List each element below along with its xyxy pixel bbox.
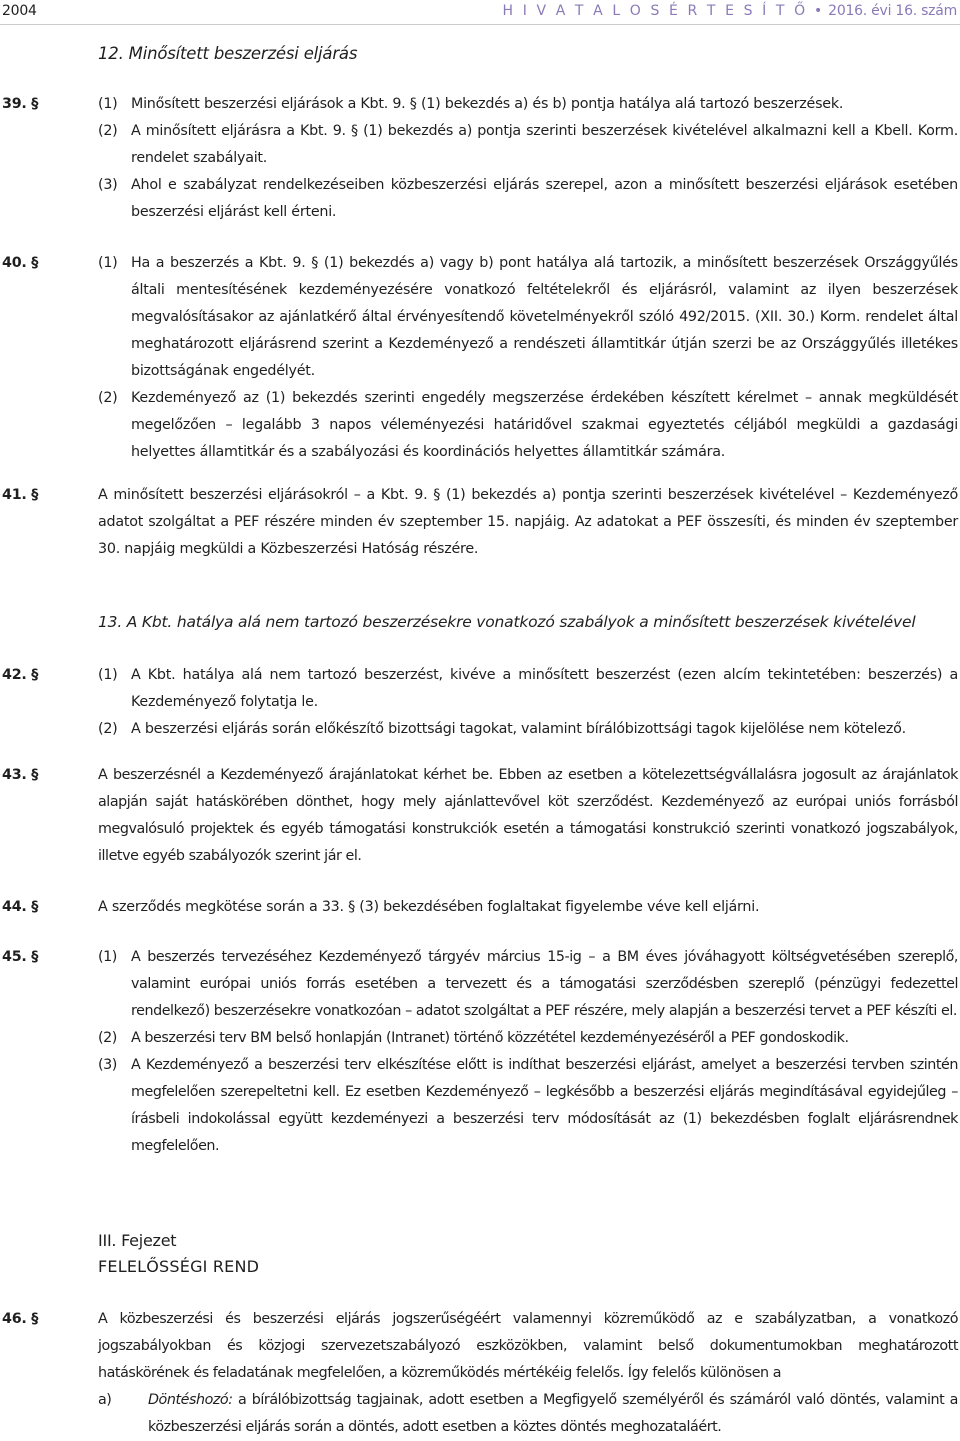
paragraph-body — [98, 1306, 958, 1441]
paragraph-body — [98, 662, 958, 743]
header-bullet: • — [813, 3, 822, 19]
point-a — [98, 1387, 958, 1441]
subsection — [98, 118, 958, 172]
subsection-label: (2) — [98, 1030, 117, 1046]
subsection — [98, 1052, 958, 1160]
paragraph-intro: A közbeszerzési és beszerzési eljárás jogszerűségéért valamennyi közreműködő az e szabályzatban, a vonatkozó jogszabályokban és közjogi szervezetszabályozó eszközökben, valamint belső dokumentumokban meghatározott hatáskörének és feladatának megfelelően, a közreműködés mértékéig felelős. Így felelős különösen a — [98, 1311, 958, 1381]
subsection-label: (2) — [98, 390, 118, 406]
subsection-label: (3) — [98, 177, 118, 193]
subsection — [98, 944, 958, 1025]
subsection — [98, 91, 958, 118]
chapter-number: III. Fejezet — [98, 1231, 177, 1250]
paragraph-body: A minősített beszerzési eljárásokról – a Kbt. 9. § (1) bekezdés a) pontja szerinti beszerzések kivételével – Kezdeményező adatot szolgáltat a PEF részére minden év szeptember 15. napjáig. Az adatokat a PEF összesíti, és minden év szeptember 30. napjáig megküldi a Közbeszerzési Hatóság részére. — [98, 487, 958, 557]
subsection — [98, 716, 958, 743]
point-label: a) — [98, 1392, 112, 1408]
subsection-label: (1) — [98, 949, 117, 965]
chapter-title: FELELŐSSÉGI REND — [98, 1257, 260, 1276]
paragraph-body: A beszerzésnél a Kezdeményező árajánlatokat kérhet be. Ebben az esetben a kötelezettségvállalásra jogosult az árajánlatok alapján saját hatáskörében dönthet, hogy mely ajánlattevővel köt szerződést. Kezdeményező az európai uniós forrásból megvalósuló projektek és egyéb támogatási konstrukciók esetén a támogatási konstrukció szerinti vonatkozó jogszabályok, illetve egyéb szabályozók szerint jár el. — [98, 767, 958, 864]
paragraph-number: 44. § — [2, 899, 39, 915]
paragraph-number: 40. § — [2, 255, 39, 271]
paragraph-number: 46. § — [2, 1311, 39, 1327]
subsection-text: A beszerzési terv BM belső honlapján (Intranet) történő közzététel kezdeményezéséről a PEF gondoskodik. — [131, 1030, 849, 1046]
subsection — [98, 172, 958, 226]
subsection-text: Kezdeményező az (1) bekezdés szerinti engedély megszerzése érdekében készített kérelmet – annak megküldését megelőzően – legalább 3 napos véleményezési határidővel szakmai egyeztetés céljából megküldi a gazdasági helyettes államtitkár és a szabályozási és koordinációs helyettes államtitkár számára. — [131, 390, 958, 460]
point-term: Döntéshozó: — [148, 1392, 233, 1408]
subsection-label: (2) — [98, 721, 118, 737]
paragraph-number: 43. § — [2, 767, 39, 783]
paragraph-number: 41. § — [2, 487, 39, 503]
subsection — [98, 1025, 958, 1052]
subsection-label: (1) — [98, 255, 118, 271]
subsection-text: A beszerzési eljárás során előkészítő bizottsági tagokat, valamint bírálóbizottsági tagok kijelölése nem kötelező. — [131, 721, 906, 737]
subsection — [98, 250, 958, 385]
paragraph-body — [98, 91, 958, 226]
subsection-text: A beszerzés tervezéséhez Kezdeményező tárgyév március 15-ig – a BM éves jóváhagyott költségvetésében szereplő, valamint európai uniós forrás esetében a tervezett és a támogatási szerződésben szereplő (pénzügyi fedezettel rendelkező) beszerzésekre vonatkozóan – adatot szolgáltat a PEF részére, mely alapján a beszerzési tervet a PEF készíti el. — [131, 949, 958, 1019]
subsection-label: (3) — [98, 1057, 117, 1073]
subsection-text: A Kezdeményező a beszerzési terv elkészítése előtt is indíthat beszerzési eljárást, amelyet a beszerzési tervben szintén megfelelően szerepeltetni kell. Ez esetben Kezdeményező – legkésőbb a beszerzési eljárás megindításával egyidejűleg – írásbeli indokolással együtt kezdeményezi a beszerzési terv módosítását az (1) bekezdésben foglalt eljárásrendnek megfelelően. — [131, 1057, 958, 1154]
point-text: a bírálóbizottság tagjainak, adott esetben a Megfigyelő személyéről és számáról való döntés, valamint a közbeszerzési eljárás során a döntés, adott esetben a köztes döntés meghozataláért. — [148, 1392, 958, 1435]
subsection-label: (1) — [98, 96, 118, 112]
subsection-text: Ahol e szabályzat rendelkezéseiben közbeszerzési eljárás szerepel, azon a minősített beszerzési eljárások esetében beszerzési eljárást kell érteni. — [131, 177, 958, 220]
issue-number: 2016. évi 16. szám — [828, 3, 957, 19]
page-number: 2004 — [2, 3, 37, 19]
subsection — [98, 385, 958, 466]
paragraph-body: A szerződés megkötése során a 33. § (3) bekezdésében foglaltakat figyelembe véve kell eljárni. — [98, 899, 760, 915]
paragraph-number: 39. § — [2, 96, 39, 112]
paragraph-number: 45. § — [2, 949, 39, 965]
subsection-label: (1) — [98, 667, 118, 683]
paragraph-body — [98, 250, 958, 466]
paragraph-number: 42. § — [2, 667, 39, 683]
subsection-text: Minősített beszerzési eljárások a Kbt. 9. § (1) bekezdés a) és b) pontja hatálya alá tartozó beszerzések. — [131, 96, 844, 112]
running-header — [0, 0, 960, 25]
section-title-12: 12. Minősített beszerzési eljárás — [98, 44, 358, 63]
paragraph-body — [98, 944, 958, 1160]
subsection-text: A Kbt. hatálya alá nem tartozó beszerzést, kivéve a minősített beszerzést (ezen alcím tekintetében: beszerzés) a Kezdeményező folytatja le. — [131, 667, 958, 710]
subsection — [98, 662, 958, 716]
journal-title: H I V A T A L O S É R T E S Í T Ő — [502, 3, 808, 19]
journal-header — [503, 0, 957, 22]
subsection-text: A minősített eljárásra a Kbt. 9. § (1) bekezdés a) pontja szerinti beszerzések kivételével alkalmazni kell a Kbell. Korm. rendelet szabályait. — [131, 123, 958, 166]
section-title-13: 13. A Kbt. hatálya alá nem tartozó beszerzésekre vonatkozó szabályok a minősített beszerzések kivételével — [98, 613, 916, 631]
subsection-text: Ha a beszerzés a Kbt. 9. § (1) bekezdés a) vagy b) pont hatálya alá tartozik, a minősített beszerzések Országgyűlés általi mentesítésének kezdeményezésére vonatkozó feltételekről és eljárásról, valamint az ilyen beszerzések megvalósításakor az ajánlatkérő által érvényesítendő követelményekről szóló 492/2015. (XII. 30.) Korm. rendelet által meghatározott eljárásrend szerint a Kezdeményező a rendészeti államtitkár útján szerzi be az Országgyűlés illetékes bizottságának engedélyét. — [131, 255, 958, 379]
subsection-label: (2) — [98, 123, 118, 139]
